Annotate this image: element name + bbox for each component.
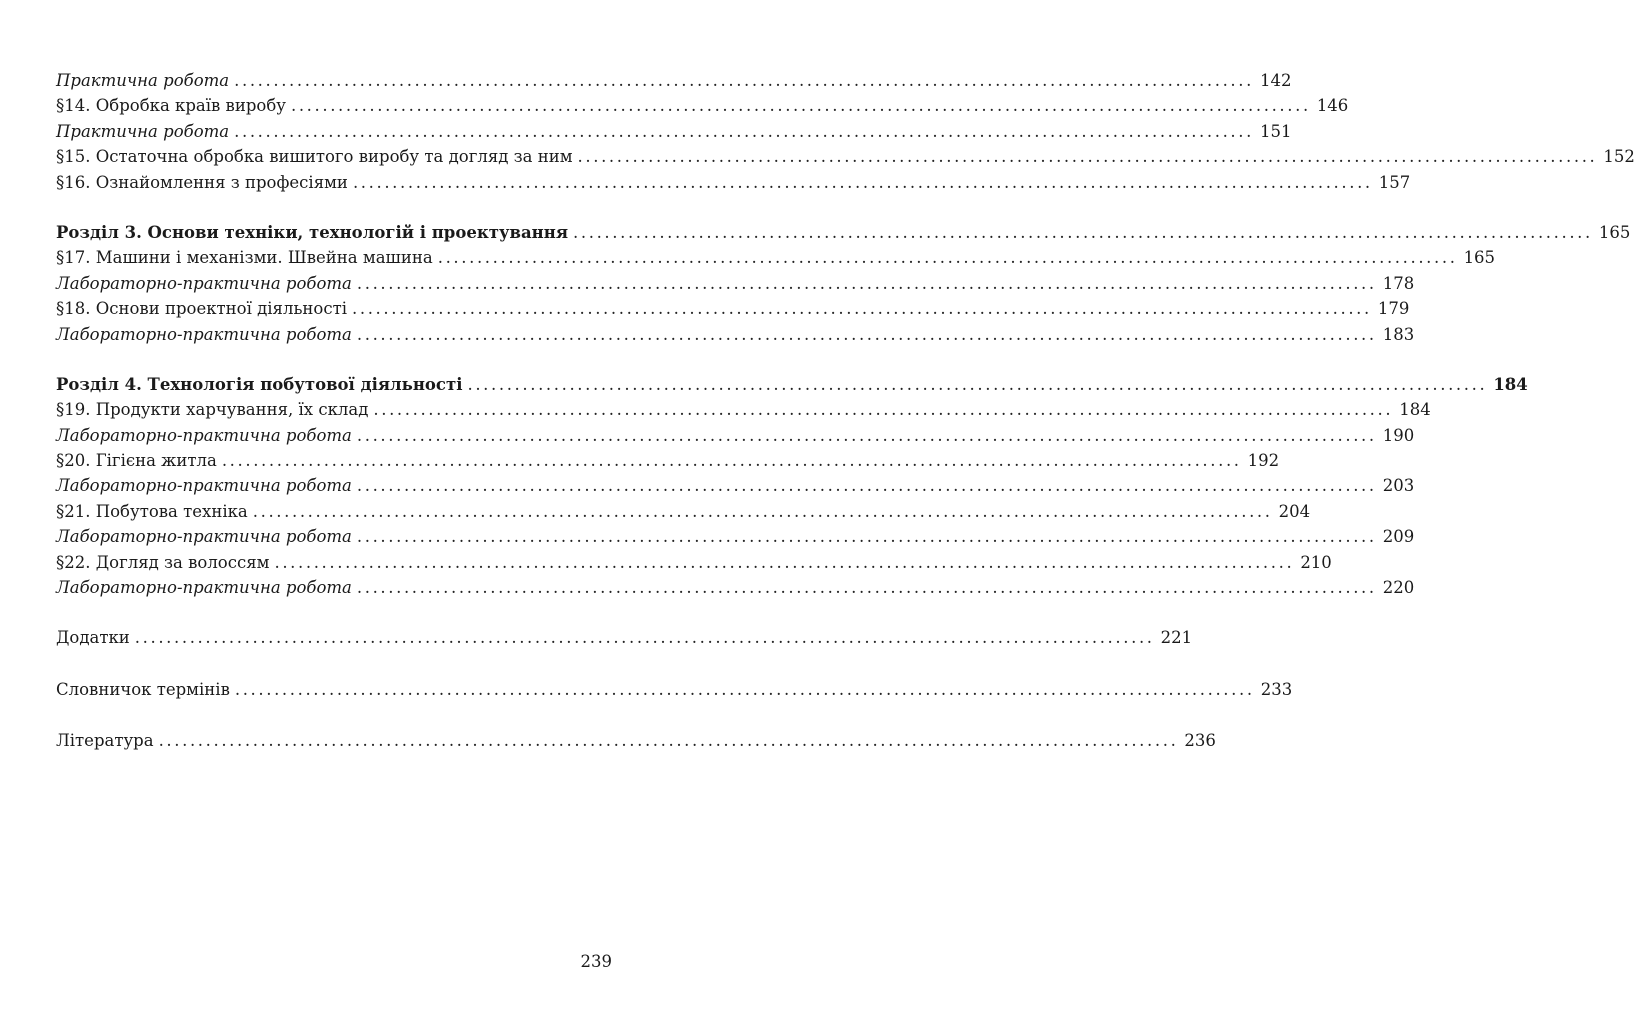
dot-leader: .................................................................................................................................. bbox=[234, 679, 1255, 699]
toc-entry-page: 203 bbox=[1382, 476, 1415, 496]
toc-entry-title: §14. Обробка країв виробу bbox=[56, 96, 286, 116]
toc-entry-title: §19. Продукти харчування, їх склад bbox=[56, 400, 369, 420]
toc-entry-page: 183 bbox=[1382, 324, 1415, 344]
dot-leader: .................................................................................................................................. bbox=[134, 628, 1155, 648]
toc-entry-title: §20. Гігієна житла bbox=[56, 451, 217, 471]
toc-entry-page: 142 bbox=[1259, 71, 1292, 90]
toc-entry-title: §16. Ознайомлення з професіями bbox=[56, 172, 348, 192]
toc-entry[interactable] bbox=[56, 499, 1311, 524]
toc-entry-page: 236 bbox=[1184, 731, 1216, 751]
toc-entry-page: 192 bbox=[1247, 451, 1280, 471]
toc-entry-page: 152 bbox=[1603, 147, 1635, 167]
toc-entry[interactable] bbox=[56, 170, 1411, 195]
section-gap bbox=[56, 651, 624, 677]
toc-entry-page: 165 bbox=[1598, 222, 1631, 242]
toc-entry[interactable] bbox=[56, 397, 1431, 422]
toc-entry-title: Практична робота bbox=[56, 121, 230, 141]
toc-entry-appendix[interactable] bbox=[56, 625, 1193, 650]
toc-entry-glossary[interactable] bbox=[56, 677, 1293, 702]
dot-leader: .................................................................................................................................. bbox=[252, 501, 1273, 521]
section-gap bbox=[56, 347, 624, 372]
table-of-contents bbox=[56, 68, 1635, 754]
toc-entry-page: 184 bbox=[1493, 374, 1528, 394]
dot-leader: .................................................................................................................................. bbox=[352, 299, 1372, 319]
toc-entry-title: §17. Машини і механізми. Швейна машина bbox=[56, 248, 433, 268]
toc-entry-page: 165 bbox=[1463, 248, 1496, 268]
toc-entry-title: Розділ 4. Технологія побутової діяльності bbox=[56, 374, 463, 394]
toc-entry-page: 178 bbox=[1382, 273, 1415, 293]
toc-entry-title: Лабораторно-практична робота bbox=[56, 578, 352, 598]
toc-entry-page: 209 bbox=[1382, 527, 1415, 547]
dot-leader: .................................................................................................................................. bbox=[356, 527, 1377, 547]
dot-leader: .................................................................................................................................. bbox=[356, 273, 1377, 293]
toc-entry-page: 220 bbox=[1382, 578, 1415, 598]
toc-entry[interactable] bbox=[56, 423, 1415, 448]
toc-entry-page: 204 bbox=[1278, 501, 1311, 521]
toc-entry-literature[interactable] bbox=[56, 728, 1216, 753]
toc-entry[interactable] bbox=[56, 68, 1292, 93]
page-number: 239 bbox=[580, 952, 612, 971]
section-gap bbox=[56, 195, 624, 220]
toc-entry-title: Лабораторно-практична робота bbox=[56, 273, 352, 293]
toc-entry-title: Лабораторно-практична робота bbox=[56, 425, 352, 445]
dot-leader: .................................................................................................................................. bbox=[290, 96, 1311, 116]
toc-entry[interactable] bbox=[56, 271, 1415, 296]
toc-entry[interactable] bbox=[56, 473, 1415, 498]
toc-entry-title: §15. Остаточна обробка вишитого виробу та догляд за ним bbox=[56, 147, 573, 167]
toc-entry-title: Література bbox=[56, 731, 154, 751]
toc-section-heading[interactable] bbox=[56, 372, 1528, 397]
toc-entry-title: Додатки bbox=[56, 628, 130, 648]
toc-section-heading[interactable] bbox=[56, 220, 1631, 245]
toc-entry-title: §21. Побутова техніка bbox=[56, 501, 248, 521]
dot-leader: .................................................................................................................................. bbox=[352, 172, 1373, 192]
dot-leader: .................................................................................................................................. bbox=[437, 248, 1458, 268]
dot-leader: .................................................................................................................................. bbox=[356, 324, 1377, 344]
dot-leader: .................................................................................................................................. bbox=[356, 476, 1377, 496]
toc-entry-title: Практична робота bbox=[56, 71, 230, 90]
toc-entry-title: Лабораторно-практична робота bbox=[56, 324, 352, 344]
toc-entry-page: 190 bbox=[1382, 425, 1415, 445]
toc-entry-title: Розділ 3. Основи техніки, технологій і проектування bbox=[56, 222, 569, 242]
toc-entry[interactable] bbox=[56, 575, 1415, 600]
dot-leader: .................................................................................................................................. bbox=[573, 222, 1593, 242]
dot-leader: .................................................................................................................................. bbox=[234, 71, 1254, 90]
dot-leader: .................................................................................................................................. bbox=[577, 147, 1598, 167]
toc-entry[interactable] bbox=[56, 245, 1496, 270]
dot-leader: .................................................................................................................................. bbox=[221, 451, 1242, 471]
toc-entry-title: Словничок термінів bbox=[56, 679, 230, 699]
toc-entry[interactable] bbox=[56, 550, 1332, 575]
toc-entry[interactable] bbox=[56, 93, 1349, 118]
toc-entry-title: Лабораторно-практична робота bbox=[56, 527, 352, 547]
toc-entry-title: §18. Основи проектної діяльності bbox=[56, 299, 348, 319]
toc-entry[interactable] bbox=[56, 322, 1415, 347]
toc-entry-page: 184 bbox=[1399, 400, 1431, 420]
section-gap bbox=[56, 702, 624, 728]
toc-entry-page: 233 bbox=[1260, 679, 1293, 699]
toc-entry[interactable] bbox=[56, 144, 1635, 169]
dot-leader: .................................................................................................................................. bbox=[467, 374, 1488, 394]
toc-entry-title: §22. Догляд за волоссям bbox=[56, 552, 270, 572]
section-gap bbox=[56, 600, 624, 625]
toc-entry[interactable] bbox=[56, 296, 1410, 321]
dot-leader: .................................................................................................................................. bbox=[158, 731, 1179, 751]
dot-leader: .................................................................................................................................. bbox=[274, 552, 1295, 572]
toc-entry[interactable] bbox=[56, 448, 1280, 473]
dot-leader: .................................................................................................................................. bbox=[234, 121, 1254, 141]
dot-leader: .................................................................................................................................. bbox=[373, 400, 1394, 420]
toc-entry-page: 179 bbox=[1377, 299, 1410, 319]
toc-entry-page: 151 bbox=[1259, 121, 1292, 141]
toc-entry-page: 146 bbox=[1316, 96, 1349, 116]
toc-entry-page: 210 bbox=[1300, 552, 1332, 572]
dot-leader: .................................................................................................................................. bbox=[356, 578, 1377, 598]
toc-entry[interactable] bbox=[56, 119, 1292, 144]
toc-entry-title: Лабораторно-практична робота bbox=[56, 476, 352, 496]
toc-entry-page: 157 bbox=[1378, 172, 1411, 192]
toc-entry-page: 221 bbox=[1160, 628, 1193, 648]
toc-entry[interactable] bbox=[56, 524, 1415, 549]
dot-leader: .................................................................................................................................. bbox=[356, 425, 1377, 445]
